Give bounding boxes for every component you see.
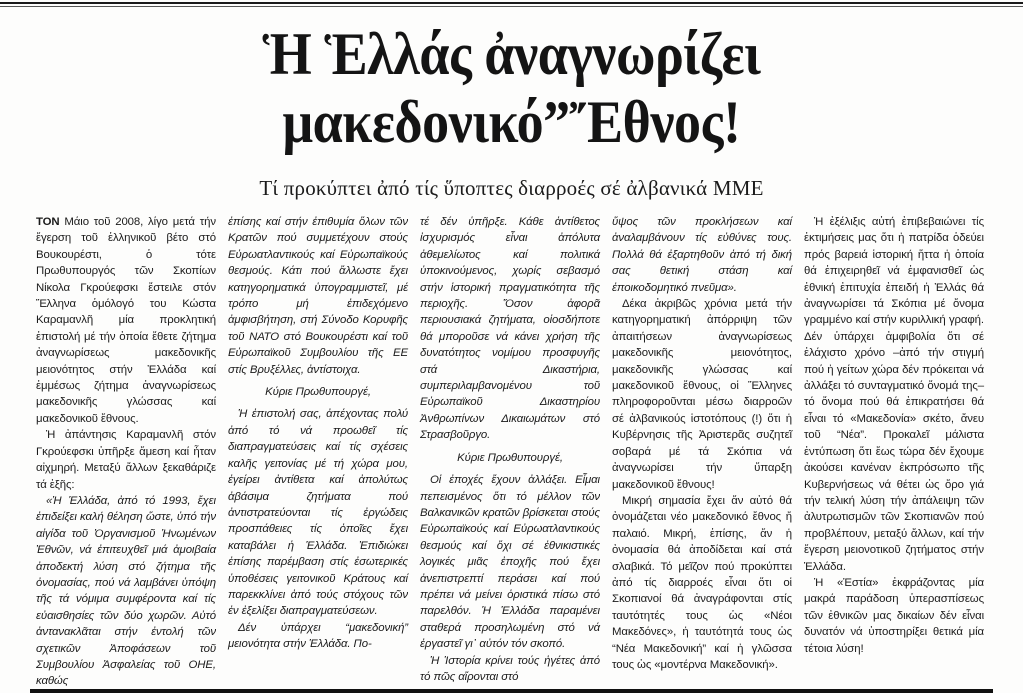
paragraph: Ἡ «Ἑστία» ἐκφράζοντας μία μακρά παράδοση ὑπερασπίσεως τῶν ἐθνικῶν μας δικαίων δέν εἶναι δυνατόν νά ὑποστηρίξει θετικά μία τέτοια λύση! xyxy=(804,576,984,655)
subtitle: Τί προκύπτει ἀπό τίς ὕποπτες διαρροές σέ ἀλβανικά ΜΜΕ xyxy=(259,176,764,200)
headline-line-1: Ἡ Ἑλλάς ἀναγνωρίζει xyxy=(262,21,761,87)
quote-paragraph: Ἡ Ἱστορία κρίνει τούς ἡγέτες ἀπό τό πῶς αἴρονται στό xyxy=(420,654,600,683)
paragraph: Δέκα ἀκριβῶς χρόνια μετά τήν κατηγορηματική ἀπόρριψη τῶν ἀπαιτήσεων ἀναγνωρίσεως μακεδονικῆς μειονότητος, μακεδονικῆς γλώσσας καί μακεδονικοῦ ἔθνους, οἱ Ἕλληνες πληροφοροῦνται μέσω διαρροῶν σέ ἀλβανικούς ἱστοτόπους (!) ὅτι ἡ Κυβέρνησις τῆς Ἀριστερᾶς συζητεῖ σοβαρά μέ τά Σκόπια νά ἀναγνωρίσει τήν ὕπαρξη μακεδονικοῦ ἔθνους! xyxy=(612,298,792,491)
quote-paragraph: Οἱ ἐποχές ἔχουν ἀλλάξει. Εἶμαι πεπεισμένος ὅτι τό μέλλον τῶν Βαλκανικῶν κρατῶν βρίσκεται στούς Εὐρωπαϊκούς καί Εὐρωατλαντικούς θεσμούς καί ὄχι σέ ἐθνικιστικές λογικές μιᾶς ἐποχῆς πού ἔχει ἀνεπιστρεπτί περάσει καί πού πρέπει νά μείνει ὁριστικά πίσω στό παρελθόν. Ἡ Ἑλλάδα παραμένει σταθερά προσηλωμένη στό νά ἐργαστεῖ γι᾽ αὐτόν τόν σκοπό. xyxy=(420,474,600,651)
quote-paragraph: τέ δέν ὑπῆρξε. Κάθε ἀντίθετος ἰσχυρισμός εἶναι ἀπόλυτα ἀθεμελίωτος καί πολιτικά ὑποκινούμενος, χωρίς σεβασμό στήν ἱστορική πραγματικότητα τῆς περιοχῆς. Ὅσον ἀφορᾶ περιουσιακά ζητήματα, οἱοσδήποτε θά μποροῦσε νά κάνει χρήση τῆς δυνατότητος νομίμου προσφυγῆς στά Δικαστήρια, συμπεριλαμβανομένου τοῦ Εὐρωπαϊκοῦ Δικαστηρίου Ἀνθρωπίνων Δικαιωμάτων στό Στρασβοῦργο. xyxy=(420,216,600,442)
quote-paragraph: Ἡ ἐπιστολή σας, ἀπέχοντας πολύ ἀπό τό νά προωθεῖ τίς διαπραγματεύσεις καί τίς σχέσεις καλῆς γειτονίας μέ τή χώρα μου, ἐγείρει ἀντίθετα καί ἀπολύτως ἀβάσιμα ζητήματα πού ἀντιστρατεύονται τίς ἐργώδεις προσπάθειες τίς ὁποῖες ἔχει καταβάλει ἡ Ἑλλάδα. Ἐπιδιώκει ἐπίσης παρέμβαση στίς ἐσωτερικές ὑποθέσεις γειτονικοῦ Κράτους καί παρεκκλίνει ἀπό τούς στόχους τῶν ἐν ἐξελίξει διαπραγματεύσεων. xyxy=(228,408,408,618)
quote-paragraph: «Ἡ Ἑλλάδα, ἀπό τό 1993, ἔχει ἐπιδείξει καλή θέληση ὥστε, ὑπό τήν αἰγίδα τοῦ Ὀργανισμοῦ Ἡνωμένων Ἐθνῶν, νά ἐπιτευχθεῖ μιά ἀμοιβαία ἀποδεκτή λύση στό ζήτημα τῆς ὀνομασίας, πού νά λαμβάνει ὑπόψη τῆς τά νόμιμα συμφέροντα καί τίς εὐαισθησίες τῶν δύο χωρῶν. Αὐτό ἀντανακλᾶται στήν ἐντολή τῶν σχετικῶν Ἀποφάσεων τοῦ Συμβουλίου Ἀσφαλείας τοῦ ΟΗΕ, καθώς xyxy=(36,494,216,688)
article-column-5 xyxy=(804,214,984,679)
paragraph: Ἡ ἐξέλιξις αὐτή ἐπιβεβαιώνει τίς ἐκτιμήσεις μας ὅτι ἡ πατρίδα ὁδεύει πρός βαρειά ἱστορική ἥττα ἡ ὁποία θά ἐπιχειρηθεῖ νά ἐμφανισθεῖ ὡς ἐθνική ἐπιτυχία ἐπειδή ἡ Ἑλλάς θά ἀναγνωρίσει τά Σκόπια μέ ὄνομα γραμμένο καί στήν κυριλλική γραφή. Δέν ὑπάρχει ἀμφιβολία ὅτι σέ ἐλάχιστο χρόνο –ἀπό τήν στιγμή πού ἡ γείτων χώρα δέν πρόκειται νά ἀλλάξει τό συνταγματικό ὄνομά της– τό ὄνομα πού θά ἐπικρατήσει θά εἶναι τό «Μακεδονία» σκέτο, ἄνευ τοῦ “Νέα”. Προκαλεῖ μάλιστα ἐντύπωση ὅτι ἕως τώρα δέν ἔχουμε ἀκούσει κανέναν ἐκπρόσωπο τῆς Κυβερνήσεως νά θέτει ὡς ὅρο γιά τήν τελική λύση τήν ἀπάλειψη τῶν ἀλυτρωτισμῶν τῶν Σκοπιανῶν πού προβλέπουν, μεταξύ ἄλλων, καί τήν ἔγερση μειονοτικοῦ ζητήματος στήν Ἑλλάδα. xyxy=(804,216,984,573)
article-column-1 xyxy=(36,214,216,688)
quote-paragraph: Δέν ὑπάρχει “μακεδονική” μειονότητα στήν Ἑλλάδα. Πο- xyxy=(228,621,408,651)
paragraph xyxy=(36,214,216,427)
quote-paragraph: ἐπίσης καί στήν ἐπιθυμία ὅλων τῶν Κρατῶν πού συμμετέχουν στούς Εὐρωατλαντικούς καί Εὐρωπαϊκούς θεσμούς. Κάτι πού ἄλλωστε ἔχει κατηγορηματικά ὑπογραμμιστεῖ, μέ τρόπο μή ἐπιδεχόμενο ἀμφισβήτηση, στή Σύνοδο Κορυφῆς τοῦ ΝΑΤΟ στό Βουκουρέστι καί τοῦ Εὐρωπαϊκοῦ Συμβουλίου τῆς ΕΕ στίς Βρυξέλλες, ἀντίστοιχα. xyxy=(228,216,408,376)
paragraph: Μικρή σημασία ἔχει ἄν αὐτό θά ὀνομάζεται νέο μακεδονικό ἔθνος ἤ παλαιό. Μικρή, ἐπίσης, ἄν ἡ ὀνομασία θά ἀποδίδεται καί στά σλαβικά. Τό μεῖζον πού προκύπτει ἀπό τίς διαρροές εἶναι ὅτι οἱ Σκοπιανοί θά ἀναγράφονται στίς ταυτότητές τους ὡς «Νέοι Μακεδόνες», ἡ ταυτότητά τους ὡς “Νέα Μακεδονική” καί ἡ γλῶσσα τους ὡς «μοντέρνα Μακεδονική». xyxy=(612,494,792,671)
paragraph-text: Μάιο τοῦ 2008, λίγο μετά τήν ἔγερση τοῦ ἑλληνικοῦ βέτο στό Βουκουρέστι, ὁ τότε Πρωθυπουργός τῶν Σκοπίων Νίκολα Γκρούεφσκι ἔστειλε στόν Ἕλληνα ὁμόλογό του Κώστα Καραμανλῆ μία προκλητική ἐπιστολή μέ τήν ὁποία ἔθετε ζήτημα ἀναγνωρίσεως μακεδονικῆς μειονότητος στήν Ἑλλάδα καί ἐμμέσως ζήτημα ἀναγνωρίσεως μακεδονικῆς γλώσσας καί μακεδονικοῦ ἔθνους. xyxy=(36,216,216,425)
headline xyxy=(51,20,972,156)
salutation: Κύριε Πρωθυπουργέ, xyxy=(265,386,371,399)
quote-paragraph: ὕψος τῶν προκλήσεων καί ἀναλαμβάνουν τίς εὐθύνες τους. Πολλά θά ἐξαρτηθοῦν ἀπό τή δική σας θετική στάση καί ἐποικοδομητικό πνεῦμα». xyxy=(612,216,792,294)
article-columns xyxy=(36,214,986,688)
top-rule-thin xyxy=(0,6,1023,7)
article-column-3 xyxy=(420,214,600,683)
lead-word: ΤΟΝ xyxy=(36,216,60,228)
top-rule xyxy=(0,2,1023,4)
article-column-4 xyxy=(612,214,792,679)
article-column-2 xyxy=(228,214,408,679)
bottom-rule xyxy=(30,689,993,693)
headline-line-2: μακεδονικό”Ἔθνος! xyxy=(282,89,741,155)
salutation: Κύριε Πρωθυπουργέ, xyxy=(457,451,563,464)
paragraph: Ἡ ἀπάντησις Καραμανλῆ στόν Γκρούεφσκι ὑπῆρξε ἄμεση καί ἦταν αἰχμηρή. Μεταξύ ἄλλων ξεκαθάριζε τά ἑξῆς: xyxy=(36,429,216,491)
